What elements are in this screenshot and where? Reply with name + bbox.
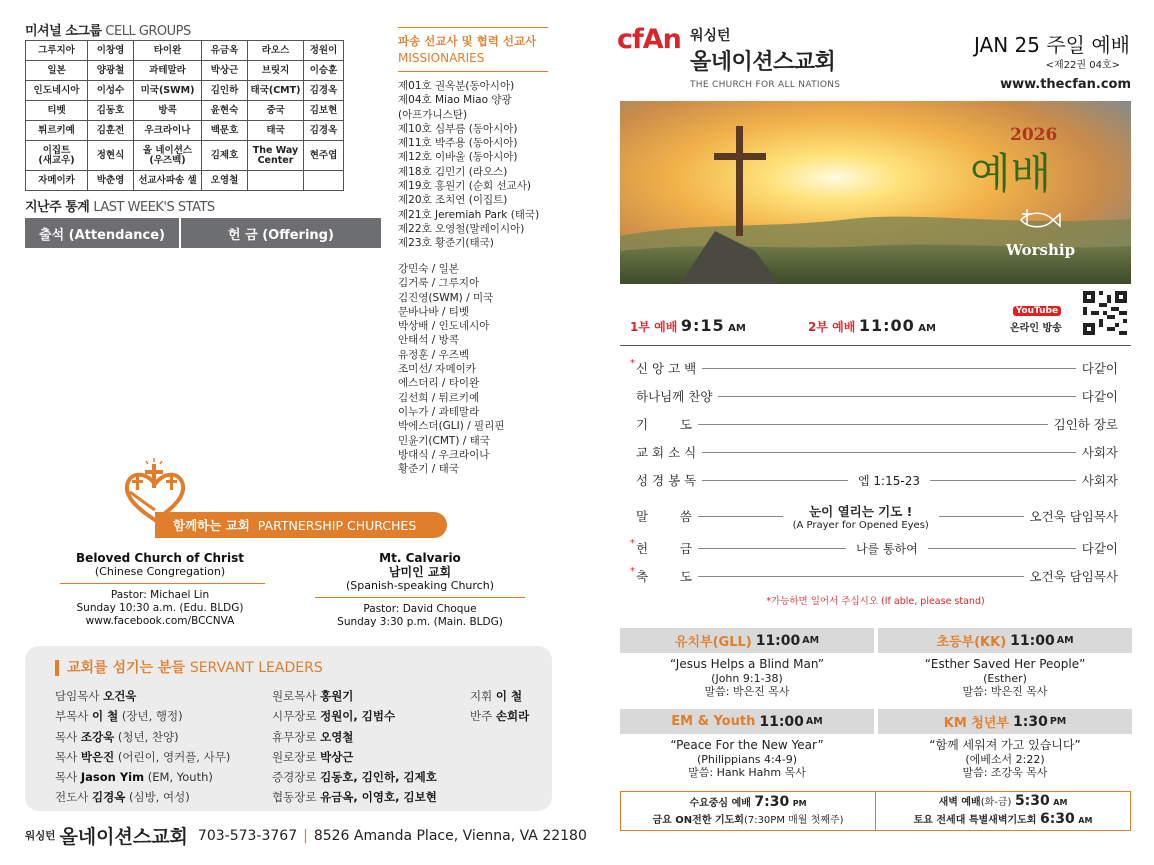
servant-role: 반주	[470, 709, 493, 724]
servant-note: (EM, Youth)	[147, 770, 213, 785]
servant-names: 홍원기	[320, 689, 354, 703]
cell-group-name: 자메이카	[26, 171, 88, 191]
missionary-item: (아프가니스탄)	[398, 108, 468, 121]
order-item	[630, 358, 1118, 378]
department-body	[620, 734, 874, 780]
partnership-banner: 함께하는 교회 PARTNERSHIP CHURCHES	[155, 512, 447, 538]
first-service-time: 1부 예배 9:15 AM	[630, 316, 746, 335]
scripture-ref: (Esther)	[983, 671, 1027, 685]
speaker: 말씀: 박은진 목사	[962, 685, 1048, 698]
bulletin-date: JAN 25 주일 예배	[974, 33, 1130, 57]
partner-missionary-item: 유정훈 / 우즈벡	[398, 348, 470, 361]
cell-group-name: 방콕	[134, 101, 202, 121]
missionaries-divider	[398, 71, 548, 72]
servant-entry	[55, 686, 230, 706]
stats-title: 지난주 통계 LAST WEEK'S STATS	[25, 200, 215, 215]
servant-names: 오영철	[320, 729, 354, 744]
church-name-en: THE CHURCH FOR ALL NATIONS	[690, 80, 841, 90]
department-ampm: PM	[1049, 716, 1067, 727]
speaker: 말씀: 조강욱 목사	[962, 766, 1048, 779]
partner-missionary-item: 에스더리 / 타이완	[398, 377, 480, 390]
online-broadcast[interactable]: YouTube 온라인 방송	[1010, 306, 1062, 334]
servant-names: 김경옥	[91, 790, 126, 805]
cell-group-name: 브릿지	[248, 61, 304, 81]
church-city: 워싱턴	[690, 28, 731, 44]
partner-missionary-item: 이누가 / 과테말라	[398, 405, 480, 418]
servant-names: 이 철	[495, 689, 523, 703]
order-content-text: 나를 통하여	[855, 541, 918, 556]
department-body	[878, 734, 1132, 780]
department-time: 11:00	[1010, 632, 1055, 649]
cell-group-leader: 윤현숙	[202, 101, 248, 121]
order-label: 기 도	[636, 417, 692, 432]
cell-group-leader: 김경옥	[304, 121, 344, 141]
order-item	[630, 470, 1118, 490]
missionary-item: 제19호 홍원기 (순회 선교사)	[398, 180, 531, 193]
order-content-text: 엡 1:15-23	[858, 473, 920, 488]
order-label: 말 씀	[636, 509, 692, 524]
order-item	[630, 414, 1118, 434]
cell-group-name	[248, 171, 304, 191]
servant-names: 김동호, 김인하, 김제호	[320, 770, 437, 785]
servant-note: (장년, 행정)	[121, 709, 183, 724]
order-label: 성 경 봉 독	[636, 473, 697, 488]
department-ampm: AM	[802, 635, 820, 646]
department-header	[620, 628, 874, 653]
servant-column-1	[55, 686, 230, 808]
order-item	[630, 386, 1118, 406]
department-body	[878, 653, 1132, 699]
cell-group-leader: 현주엽	[304, 141, 344, 171]
cell-groups-row	[26, 121, 344, 141]
missionaries-title: 파송 선교사 및 협력 선교사 MISSIONARIES	[398, 27, 548, 66]
department-name: 유치부(GLL)	[674, 635, 752, 650]
cell-group-name: 중국	[248, 101, 304, 121]
fish-cross-icon	[1015, 207, 1061, 233]
partner-church-1: Beloved Church of Christ (Chinese Congregation) Pastor: Michael Lin Sunday 10:30 a.m. (Edu. BLDG) www.facebook.com/BCCNVA	[60, 551, 260, 628]
order-content	[854, 472, 924, 489]
cell-group-name: 일본	[26, 61, 88, 81]
servant-role: 목사	[55, 729, 78, 744]
order-content-text: 눈이 열리는 기도 !	[809, 503, 913, 519]
department-service	[878, 628, 1132, 699]
partner-missionary-item: 김진영(SWM) / 미국	[398, 291, 494, 304]
partner-missionary-item: 김선희 / 튀르키예	[398, 391, 480, 404]
servant-entry	[272, 727, 437, 747]
department-service	[620, 709, 874, 780]
leader-dots	[698, 516, 783, 517]
cell-group-leader: 백문호	[202, 121, 248, 141]
partner-missionary-item: 조미선/ 자메이카	[398, 363, 476, 376]
cell-group-leader: 박춘영	[88, 171, 134, 191]
order-leader: 다같이	[1081, 541, 1119, 556]
cell-group-name: 과테말라	[134, 61, 202, 81]
cell-group-name: 올 네이션스 (우즈벡)	[134, 141, 202, 171]
servant-role: 지휘	[470, 689, 493, 703]
hero-word: 예배	[970, 149, 1052, 198]
servant-entry	[272, 767, 437, 787]
order-leader: 다같이	[1081, 361, 1118, 376]
cell-group-name: 우크라이나	[134, 121, 202, 141]
missionary-item: 제12호 이바울 (동아시아)	[398, 151, 518, 164]
servant-entry	[470, 706, 529, 726]
order-leader: 김인하 장로	[1053, 417, 1118, 432]
missionary-item: 제04호 Miao Miao 양광	[398, 94, 512, 107]
order-label: 축 도	[636, 569, 692, 584]
partner-missionary-item: 강민숙 / 일본	[398, 263, 459, 275]
missionary-item: 제22호 오영철(말레이시아)	[398, 222, 525, 235]
cell-group-name: 튀르키예	[26, 121, 88, 141]
weekly-right: 새벽 예배(화-금) 5:30 AM 토요 전세대 특별새벽기도회 6:30 AM	[913, 793, 1093, 827]
stand-note: *가능하면 일어서 주십시오 (If able, please stand)	[766, 596, 985, 607]
servant-names: 손희라	[495, 709, 530, 724]
cell-groups-table	[25, 40, 344, 191]
servant-role: 시무장로	[272, 709, 317, 724]
cell-group-name: 라오스	[248, 41, 304, 61]
cell-group-name: The Way Center	[248, 141, 304, 171]
partner-missionary-item: 안태석 / 방콕	[398, 334, 459, 347]
servant-names: 유금옥, 이영호, 김보현	[320, 790, 437, 805]
website-link[interactable]: www.thecfan.com	[1000, 77, 1131, 92]
scripture-ref: (에베소서 2:22)	[965, 752, 1045, 766]
times-divider	[620, 345, 1131, 346]
servant-entry	[272, 686, 437, 706]
speaker: 말씀: Hank Hahm 목사	[688, 766, 806, 779]
missionary-item: 제01호 권옥분(동아시아)	[398, 80, 515, 92]
cell-group-leader: 이승훈	[304, 61, 344, 81]
cell-group-leader: 오영철	[202, 171, 248, 191]
department-service	[620, 628, 874, 699]
cell-group-name: 타이완	[134, 41, 202, 61]
partner-church-2: Mt. Calvario 남미인 교회 (Spanish-speaking Church) Pastor: David Choque Sunday 3:30 p.m. (Main. BLDG)	[315, 551, 525, 629]
cell-groups-row	[26, 101, 344, 121]
leader-dots	[939, 516, 1024, 517]
stand-marker: *	[630, 566, 635, 577]
servant-names: 이 철	[91, 709, 119, 724]
servant-column-3	[470, 686, 529, 727]
cell-groups-row	[26, 41, 344, 61]
cell-group-leader: 이창영	[88, 41, 134, 61]
attendance-bar: 출석 (Attendance)	[25, 218, 179, 248]
cell-group-name: 인도네시아	[26, 81, 88, 101]
missionary-item: 제20호 조치연 (이집트)	[398, 194, 508, 207]
order-leader: 오건욱 담임목사	[1029, 509, 1119, 524]
servant-names: 박은진	[80, 749, 115, 764]
stand-marker: *	[630, 538, 635, 549]
department-time: 1:30	[1012, 713, 1048, 730]
order-item	[630, 500, 1118, 532]
order-label: 신 앙 고 백	[636, 361, 697, 376]
volume-number: <제22권 04호>	[1045, 60, 1120, 71]
order-content	[789, 502, 933, 531]
cell-group-leader: 김경옥	[304, 81, 344, 101]
cell-group-leader: 정현식	[88, 141, 134, 171]
leader-dots	[698, 548, 846, 549]
cell-group-leader: 유금옥	[202, 41, 248, 61]
leader-dots	[702, 452, 1076, 453]
partner-missionary-item: 문바나바 / 티벳	[398, 305, 470, 318]
leader-dots	[698, 576, 1024, 577]
weekly-services-box	[620, 791, 1131, 831]
worship-hero-image	[620, 101, 1131, 284]
leader-dots	[702, 480, 848, 481]
leader-dots	[930, 480, 1076, 481]
cell-groups-row	[26, 81, 344, 101]
cell-groups-row	[26, 61, 344, 81]
order-leader: 사회자	[1081, 445, 1118, 460]
partner-missionary-item: 방대식 / 우크라이나	[398, 448, 490, 461]
order-content-sub: (A Prayer for Opened Eyes)	[792, 519, 929, 531]
leader-dots	[718, 396, 1075, 397]
missionary-item: 제23호 황준기(태국)	[398, 237, 494, 250]
servant-role: 목사	[55, 770, 78, 785]
leader-dots	[702, 368, 1076, 369]
order-item	[630, 538, 1118, 558]
order-leader: 다같이	[1081, 389, 1118, 404]
qr-code-icon[interactable]	[1083, 291, 1127, 335]
department-header	[620, 709, 874, 734]
partner-missionary-item: 박상배 / 인도네시아	[398, 320, 490, 333]
hero-word-en: Worship	[1006, 241, 1076, 259]
footer-address: 워싱턴 올네이션스교회 703-573-3767 | 8526 Amanda Place, Vienna, VA 22180	[25, 826, 587, 848]
servant-entry	[55, 706, 230, 726]
servant-entry	[55, 787, 230, 807]
servant-role: 증경장로	[272, 770, 317, 785]
cell-group-leader: 김동호	[88, 101, 134, 121]
servant-role: 부목사	[55, 709, 89, 724]
sent-missionaries-list	[398, 79, 539, 251]
servant-names: 박상근	[320, 749, 354, 764]
cell-group-leader	[304, 171, 344, 191]
servant-role: 담임목사	[55, 689, 100, 703]
order-leader: 사회자	[1081, 473, 1118, 488]
missionary-item: 제11호 박주용 (동아시아)	[398, 137, 518, 150]
cell-group-leader: 김제호	[202, 141, 248, 171]
servant-entry	[272, 706, 437, 726]
church-name: 올네이션스교회	[690, 50, 836, 75]
partner-missionary-item: 민윤기(CMT) / 태국	[398, 434, 490, 447]
servant-note: (심방, 여성)	[128, 790, 190, 805]
order-leader: 오건욱 담임목사	[1029, 569, 1118, 584]
missionary-item: 제18호 김민기 (라오스)	[398, 165, 508, 178]
order-item	[630, 566, 1118, 586]
cell-group-name: 태국(CMT)	[248, 81, 304, 101]
servant-entry	[272, 787, 437, 807]
youtube-icon: YouTube	[1013, 306, 1061, 316]
department-time: 11:00	[755, 632, 801, 649]
servant-entry	[55, 747, 230, 767]
servant-role: 원로목사	[272, 689, 317, 703]
servant-entry	[272, 747, 437, 767]
sermon-title: “Jesus Helps a Blind Man”	[669, 657, 825, 671]
cell-group-leader: 김훈전	[88, 121, 134, 141]
servant-role: 휴무장로	[272, 729, 317, 744]
servant-names: 조강욱	[80, 729, 115, 744]
department-name: KM 청년부	[943, 716, 1009, 731]
partner-missionaries-list	[398, 262, 505, 476]
department-service	[878, 709, 1132, 780]
cell-group-leader: 양광철	[88, 61, 134, 81]
cell-group-name: 미국(SWM)	[134, 81, 202, 101]
missionary-item: 제21호 Jeremiah Park (태국)	[398, 208, 540, 221]
servant-entry	[55, 727, 230, 747]
leader-dots	[698, 424, 1048, 425]
servant-note: (어린이, 영커플, 사무)	[117, 749, 231, 764]
servant-role: 협동장로	[272, 790, 317, 805]
servant-column-2	[272, 686, 437, 808]
order-content	[852, 540, 922, 557]
partner-missionary-item: 박에스더(GLI) / 필리핀	[398, 420, 505, 433]
department-header	[878, 628, 1132, 653]
cell-group-leader: 김인하	[202, 81, 248, 101]
cell-group-leader: 이성수	[88, 81, 134, 101]
department-body	[620, 653, 874, 699]
cell-group-leader: 박상근	[202, 61, 248, 81]
scripture-ref: (Philippians 4:4-9)	[697, 752, 797, 766]
servant-role: 원로장로	[272, 749, 317, 764]
second-service-time: 2부 예배 11:00 AM	[808, 316, 936, 335]
servant-entry	[470, 686, 529, 706]
sermon-title: “함께 세워져 가고 있습니다”	[929, 738, 1081, 752]
missionary-item: 제10호 심부름 (동아시아)	[398, 122, 518, 135]
cell-group-name: 이집트 (새교우)	[26, 141, 88, 171]
cell-group-name: 그루지아	[26, 41, 88, 61]
cell-group-leader: 정원이	[304, 41, 344, 61]
partner-missionary-item: 김거룩 / 그루지아	[398, 277, 480, 290]
stand-marker: *	[630, 358, 635, 369]
order-item	[630, 442, 1118, 462]
hero-year: 2026	[1010, 125, 1058, 145]
speaker: 말씀: 박은진 목사	[704, 685, 790, 698]
cell-groups-row	[26, 141, 344, 171]
department-time: 11:00	[759, 713, 804, 730]
offering-bar: 헌 금 (Offering)	[181, 218, 381, 248]
order-label: 하나님께 찬양	[636, 389, 713, 404]
partner-missionary-item: 황준기 / 태국	[398, 463, 459, 476]
sermon-title: “Peace For the New Year”	[670, 738, 824, 752]
department-header	[878, 709, 1132, 734]
cell-group-name: 선교사파송 셀	[134, 171, 202, 191]
weekly-left: 수요중심 예배 7:30 PM 금요 ON전한 기도회(7:30PM 매월 첫째주)	[621, 792, 876, 830]
scripture-ref: (John 9:1-38)	[711, 671, 783, 685]
cell-groups-title: 미셔널 소그룹 CELL GROUPS	[25, 24, 191, 39]
servant-names: Jason Yim	[80, 770, 145, 785]
servant-names: 정원이, 김범수	[320, 709, 396, 724]
department-name: EM & Youth	[671, 714, 756, 729]
cell-group-leader: 김보현	[304, 101, 344, 121]
servant-role: 목사	[55, 749, 78, 764]
cell-group-name: 티벳	[26, 101, 88, 121]
cell-group-name: 태국	[248, 121, 304, 141]
servant-role: 전도사	[55, 790, 89, 805]
servant-note: (청년, 찬양)	[117, 729, 179, 744]
servant-leaders-title: 교회를 섬기는 분들 SERVANT LEADERS	[55, 660, 323, 676]
cell-groups-row	[26, 171, 344, 191]
order-label: 교 회 소 식	[636, 445, 697, 460]
sermon-title: “Esther Saved Her People”	[924, 657, 1086, 671]
leader-dots	[928, 548, 1076, 549]
order-label: 헌 금	[636, 541, 692, 556]
cfan-logo: cfAn	[617, 24, 681, 55]
servant-entry	[55, 767, 230, 787]
department-name: 초등부(KK)	[936, 635, 1007, 650]
department-ampm: AM	[805, 716, 823, 727]
department-ampm: AM	[1056, 635, 1074, 646]
servant-names: 오건욱	[103, 689, 137, 703]
